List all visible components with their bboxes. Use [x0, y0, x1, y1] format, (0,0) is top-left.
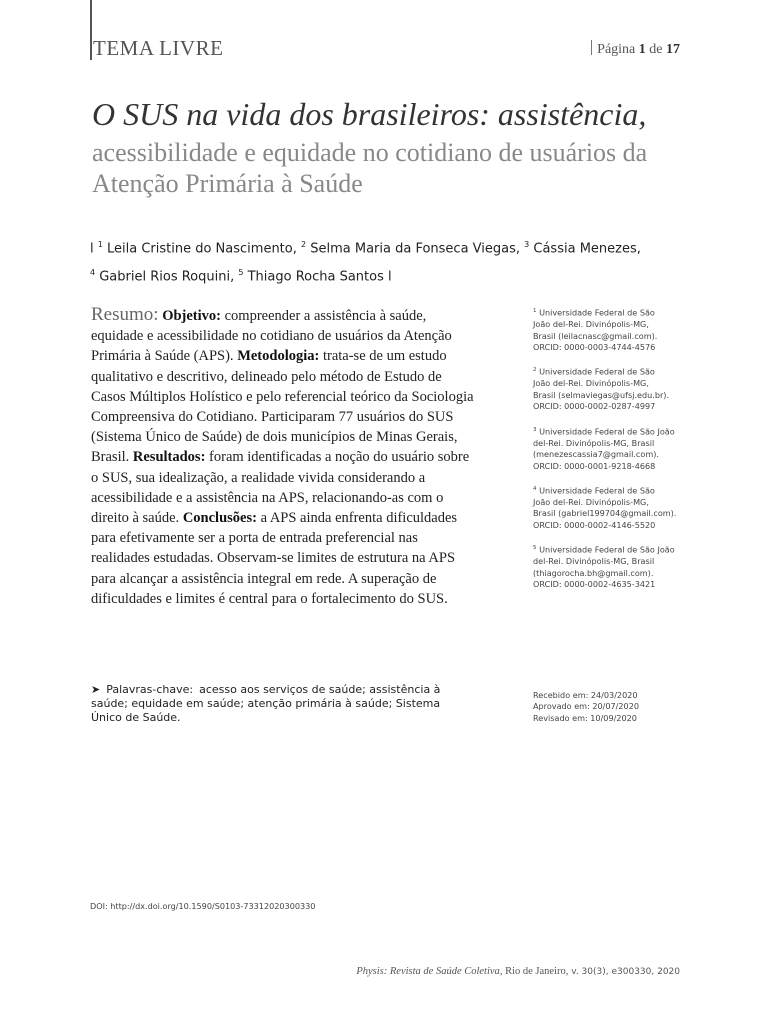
date-revised: Revisado em: 10/09/2020	[533, 712, 637, 723]
header-rule	[90, 0, 92, 60]
affiliation-line: ORCID: 0000-0002-4635-3421	[533, 579, 656, 590]
date-approved: Aprovado em: 20/07/2020	[533, 701, 640, 712]
author-name: Cássia Menezes	[533, 241, 637, 257]
affiliation-line: ORCID: 0000-0001-9218-4668	[533, 460, 656, 471]
abstract-label: Resumo:	[91, 304, 159, 325]
affiliation-sup: 2	[533, 367, 537, 374]
author-list-bar-close: l	[388, 269, 392, 285]
affiliation-item	[533, 425, 693, 472]
author-list: l $^1$ Leila Cristine do Nascimento, $^2$ Selma Maria da Fonseca Viegas, $^3$ Cássia Menezes, $^4$ Gabriel Rios Roquini, $^5$ Thiago Rocha Santos l	[90, 240, 641, 285]
author-list-bar-open: l	[90, 241, 94, 257]
affiliation-line: del-Rei. Divinópolis-MG, Brasil	[533, 437, 655, 448]
keywords-text: acesso aos serviços de saúde; assistência à saúde; equidade em saúde; atenção primária à saúde; Sistema Único de Saúde.	[91, 683, 441, 724]
affiliation-line: Universidade Federal de São	[539, 485, 655, 496]
metodologia-text: trata-se de um estudo qualitativo e descritivo, delineado pelo método de Estudo de Casos Múltiplos Holístico e pelo referencial teórico da Sociologia Compreensiva do Cotidiano. Participaram 77 usuários do SUS (Sistema Único de Saúde) de dois municípios de Minas Gerais, Brasil.	[91, 348, 474, 466]
journal-volume: v. 30(3), e300330, 2020	[568, 967, 680, 977]
abstract	[91, 305, 474, 609]
objetivo-text: compreender a assistência à saúde, equidade e acessibilidade no cotidiano de usuários da Atenção Primária à Saúde (APS).	[91, 308, 452, 365]
objetivo-label: Objetivo:	[162, 308, 221, 324]
conclusoes-text: a APS ainda enfrenta dificuldades para efetivamente ser a porta de entrada preferencial nas realidades estudadas. Observam-se limites de estrutura na APS para alcançar a assistência integral em rede. A superação de dificuldades e limites é central para o fortalecimento do SUS.	[91, 510, 458, 607]
affiliation-line: Universidade Federal de São	[539, 307, 655, 318]
affiliation-line: Universidade Federal de São	[539, 367, 655, 377]
affiliation-item	[533, 484, 693, 531]
journal-city: , Rio de Janeiro,	[499, 966, 569, 977]
affiliation-sup: 5	[533, 545, 537, 552]
author-sup: 1	[97, 240, 103, 249]
page-indicator	[591, 40, 680, 58]
author-sup: 3	[524, 240, 530, 249]
page-word: Página	[597, 42, 636, 57]
section-label: TEMA LIVRE	[93, 36, 224, 60]
keywords	[91, 683, 461, 725]
author-sup: 4	[90, 268, 96, 278]
affiliation-item	[533, 543, 693, 590]
affiliation-line: Brasil (selmaviegas@ufsj.edu.br).	[533, 389, 670, 400]
journal-footer	[356, 966, 680, 977]
affiliation-line: Brasil (gabriel199704@gmail.com).	[533, 508, 677, 519]
affiliation-line: (menezescassia7@gmail.com).	[533, 449, 659, 460]
affiliation-sup: 4	[533, 485, 537, 492]
submission-dates	[533, 690, 703, 724]
author-name: Selma Maria da Fonseca Viegas	[310, 241, 516, 257]
author-name: Thiago Rocha Santos	[247, 269, 384, 285]
affiliation-line: ORCID: 0000-0002-0287-4997	[533, 401, 656, 412]
affiliation-line: Brasil (leilacnasc@gmail.com).	[533, 330, 658, 341]
affiliation-line: Universidade Federal de São João	[539, 544, 675, 555]
resultados-text: foram identificadas a noção do usuário sobre o SUS, sua idealização, a realidade vivida considerando a acessibilidade e a assistência na APS, relacionando-as com o direito à saúde.	[91, 449, 470, 527]
affiliation-sup: 1	[533, 308, 537, 314]
page-current: 1	[638, 42, 646, 57]
affiliation-line: (thiagorocha.bh@gmail.com).	[533, 567, 654, 578]
affiliation-line: João del-Rei. Divinópolis-MG,	[533, 378, 649, 389]
article-title: O SUS na vida dos brasileiros: assistência,	[92, 96, 647, 132]
author-sup: 5	[238, 268, 244, 278]
affiliation-line: Universidade Federal de São João	[539, 426, 675, 437]
affiliation-item	[533, 306, 693, 353]
author-name: Leila Cristine do Nascimento	[107, 241, 293, 257]
affiliation-line: ORCID: 0000-0003-4744-4576	[533, 341, 656, 352]
page-indicator-divider	[591, 40, 592, 55]
affiliation-line: João del-Rei. Divinópolis-MG,	[533, 497, 649, 508]
affiliation-item	[533, 365, 693, 412]
metodologia-label: Metodologia:	[237, 348, 320, 365]
resultados-label: Resultados:	[132, 449, 206, 466]
page-of: de	[649, 42, 663, 57]
article-subtitle: acessibilidade e equidade no cotidiano de usuários da Atenção Primária à Saúde	[92, 138, 648, 198]
affiliations	[533, 306, 693, 603]
affiliation-sup: 3	[533, 426, 537, 433]
arrow-bullet-icon: ➤	[91, 683, 101, 696]
affiliation-line: João del-Rei. Divinópolis-MG,	[533, 319, 649, 330]
affiliation-line: ORCID: 0000-0002-4146-5520	[533, 519, 656, 530]
affiliation-line: del-Rei. Divinópolis-MG, Brasil	[533, 556, 655, 567]
author-name: Gabriel Rios Roquini	[99, 269, 231, 285]
author-sup: 2	[301, 240, 307, 249]
conclusoes-label: Conclusões:	[182, 510, 257, 527]
page-total: 17	[666, 42, 680, 57]
date-received: Recebido em: 24/03/2020	[533, 690, 638, 700]
doi-link[interactable]: DOI: http://dx.doi.org/10.1590/S0103-73312020300330	[90, 901, 316, 911]
keywords-label: Palavras-chave:	[106, 683, 194, 696]
journal-name: Physis: Revista de Saúde Coletiva	[356, 966, 500, 977]
